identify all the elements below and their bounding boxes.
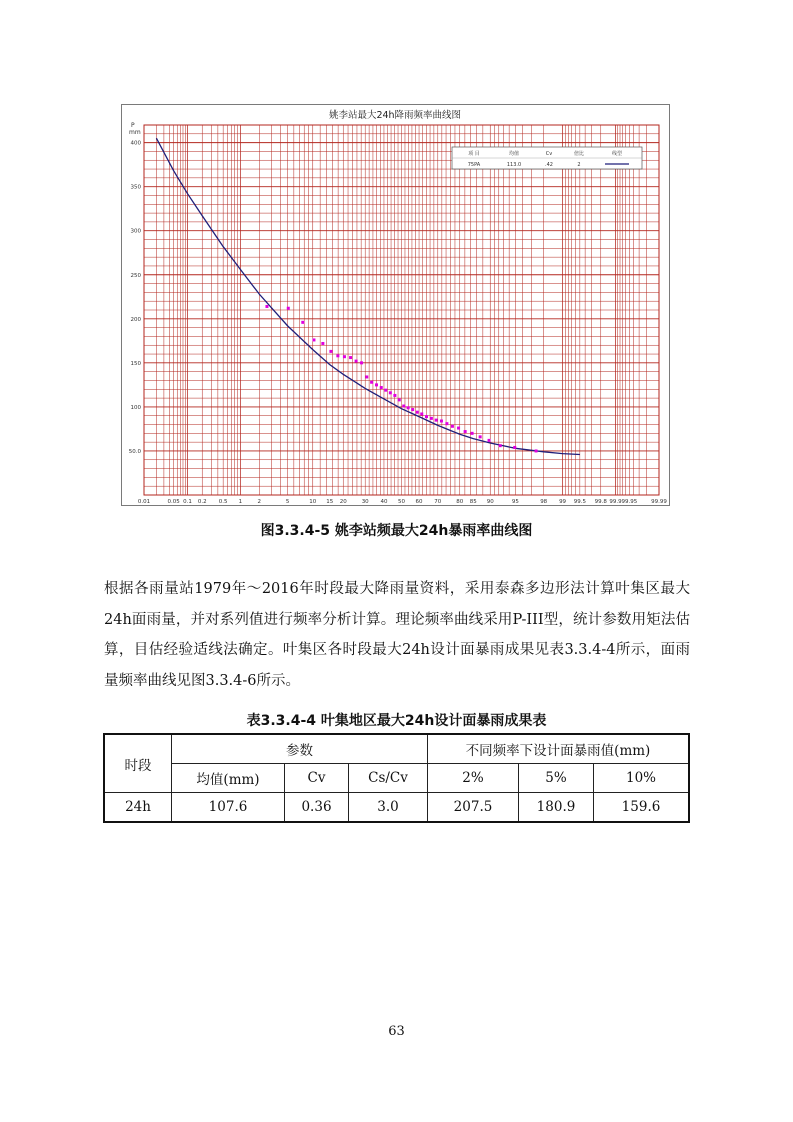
x-tick-label: 15 <box>326 499 334 505</box>
header-parameters: 参数 <box>172 734 428 764</box>
header-5pct: 5% <box>519 764 594 793</box>
x-tick-label: 70 <box>434 499 442 505</box>
x-tick-label: 98 <box>540 499 548 505</box>
x-tick-label: 99.99 <box>651 499 667 505</box>
observed-point <box>513 446 516 449</box>
cell-2pct: 207.5 <box>428 793 519 823</box>
y-tick-label: 200 <box>130 316 141 323</box>
x-tick-label: 99.95 <box>621 499 638 505</box>
x-tick-label: 20 <box>339 499 347 505</box>
x-tick-label: 85 <box>469 499 477 505</box>
x-tick-label: 1 <box>238 499 243 505</box>
observed-point <box>329 350 332 353</box>
header-mean: 均值(mm) <box>172 764 285 793</box>
cell-cs-cv: 3.0 <box>349 793 428 823</box>
observed-point <box>420 412 423 415</box>
figure-caption: 图3.3.4-5 姚李站频最大24h暴雨率曲线图 <box>260 523 533 539</box>
observed-point <box>440 420 443 423</box>
x-tick-label: 30 <box>361 499 369 505</box>
observed-point <box>435 419 438 422</box>
observed-point <box>398 398 401 401</box>
observed-point <box>393 394 396 397</box>
observed-point <box>411 408 414 411</box>
observed-point <box>360 361 363 364</box>
observed-point <box>451 425 454 428</box>
observed-point <box>407 406 410 409</box>
observed-point <box>430 417 433 420</box>
x-tick-label: 40 <box>380 499 388 505</box>
x-tick-label: 99.9 <box>609 499 622 505</box>
cell-5pct: 180.9 <box>519 793 594 823</box>
observed-point <box>287 307 290 310</box>
observed-point <box>375 383 378 386</box>
observed-point <box>464 430 467 433</box>
y-tick-label: 350 <box>130 184 141 191</box>
x-tick-label: 99.8 <box>594 499 607 505</box>
observed-point <box>425 415 428 418</box>
header-period: 时段 <box>104 734 172 793</box>
page-number: 63 <box>388 1024 405 1039</box>
observed-point <box>380 386 383 389</box>
legend-header: Cv <box>545 151 553 157</box>
frequency-chart <box>121 104 670 506</box>
header-2pct: 2% <box>428 764 519 793</box>
observed-point <box>370 381 373 384</box>
x-tick-label: 80 <box>456 499 464 505</box>
chart-title: 姚李站最大24h降雨频率曲线图 <box>328 110 462 121</box>
y-tick-label: 300 <box>130 228 141 235</box>
y-axis-label: P mm <box>129 122 141 136</box>
observed-point <box>389 391 392 394</box>
cell-cv: 0.36 <box>285 793 349 823</box>
y-tick-label: 400 <box>130 140 141 147</box>
chart-legend <box>452 147 642 169</box>
observed-point <box>535 449 538 452</box>
legend-value: 75PA <box>467 162 481 168</box>
x-tick-label: 50 <box>398 499 405 505</box>
x-tick-label: 90 <box>486 499 494 505</box>
legend-value: .42 <box>545 162 553 168</box>
header-cv: Cv <box>285 764 349 793</box>
x-tick-label: 99 <box>559 499 567 505</box>
x-tick-label: 99.5 <box>573 499 586 505</box>
cell-mean: 107.6 <box>172 793 285 823</box>
observed-point <box>384 389 387 392</box>
design-rainfall-table <box>103 733 690 823</box>
x-tick-label: 0.5 <box>218 499 228 505</box>
header-cs-cv: Cs/Cv <box>349 764 428 793</box>
legend-header: 倍比 <box>573 151 585 157</box>
y-tick-label: 250 <box>130 272 141 279</box>
observed-point <box>365 375 368 378</box>
frequency-chart-svg <box>122 105 669 505</box>
observed-point <box>445 422 448 425</box>
observed-point <box>479 435 482 438</box>
observed-point <box>499 444 502 447</box>
legend-header: 项 目 <box>468 151 480 157</box>
x-tick-label: 2 <box>257 499 262 505</box>
observed-point <box>457 427 460 430</box>
legend-value: 2 <box>577 162 581 168</box>
cell-period: 24h <box>104 793 172 823</box>
observed-point <box>349 356 352 359</box>
x-tick-label: 0.2 <box>197 499 207 505</box>
observed-point <box>336 354 339 357</box>
table-caption: 表3.3.4-4 叶集地区最大24h设计面暴雨成果表 <box>246 713 547 729</box>
legend-header: 线型 <box>611 151 623 157</box>
x-tick-label: 0.05 <box>167 499 180 505</box>
legend-value: 113.0 <box>506 162 522 168</box>
chart-grid <box>144 125 659 495</box>
cell-10pct: 159.6 <box>594 793 690 823</box>
x-tick-label: 0.01 <box>137 499 151 505</box>
y-tick-label: 100 <box>130 404 141 411</box>
body-paragraph: 根据各雨量站1979年～2016年时段最大降雨量资料，采用泰森多边形法计算叶集区最大24h面雨量，并对系列值进行频率分析计算。理论频率曲线采用P-III型，统计参数用矩法估算，目估经验适线法确定。叶集区各时段最大24h设计面暴雨成果见表3.3.4-4所示，面雨量频率曲线见图3.3.4-6所示。 <box>104 581 690 689</box>
header-10pct: 10% <box>594 764 690 793</box>
x-tick-label: 95 <box>511 499 519 505</box>
observed-point <box>312 338 315 341</box>
observed-point <box>488 439 491 442</box>
observed-point <box>471 432 474 435</box>
x-tick-label: 10 <box>309 499 317 505</box>
observed-point <box>343 355 346 358</box>
observed-point <box>321 342 324 345</box>
observed-point <box>301 321 304 324</box>
x-tick-label: 5 <box>285 499 290 505</box>
x-tick-label: 0.1 <box>183 499 192 505</box>
x-tick-label: 60 <box>415 499 423 505</box>
observed-point <box>416 411 419 414</box>
y-tick-label: 50.0 <box>128 448 141 455</box>
header-design-values: 不同频率下设计面暴雨值(mm) <box>428 734 690 764</box>
observed-point <box>355 360 358 363</box>
y-tick-label: 150 <box>130 360 141 367</box>
observed-point <box>402 405 405 408</box>
legend-header: 均值 <box>508 151 520 157</box>
observed-point <box>265 305 268 308</box>
